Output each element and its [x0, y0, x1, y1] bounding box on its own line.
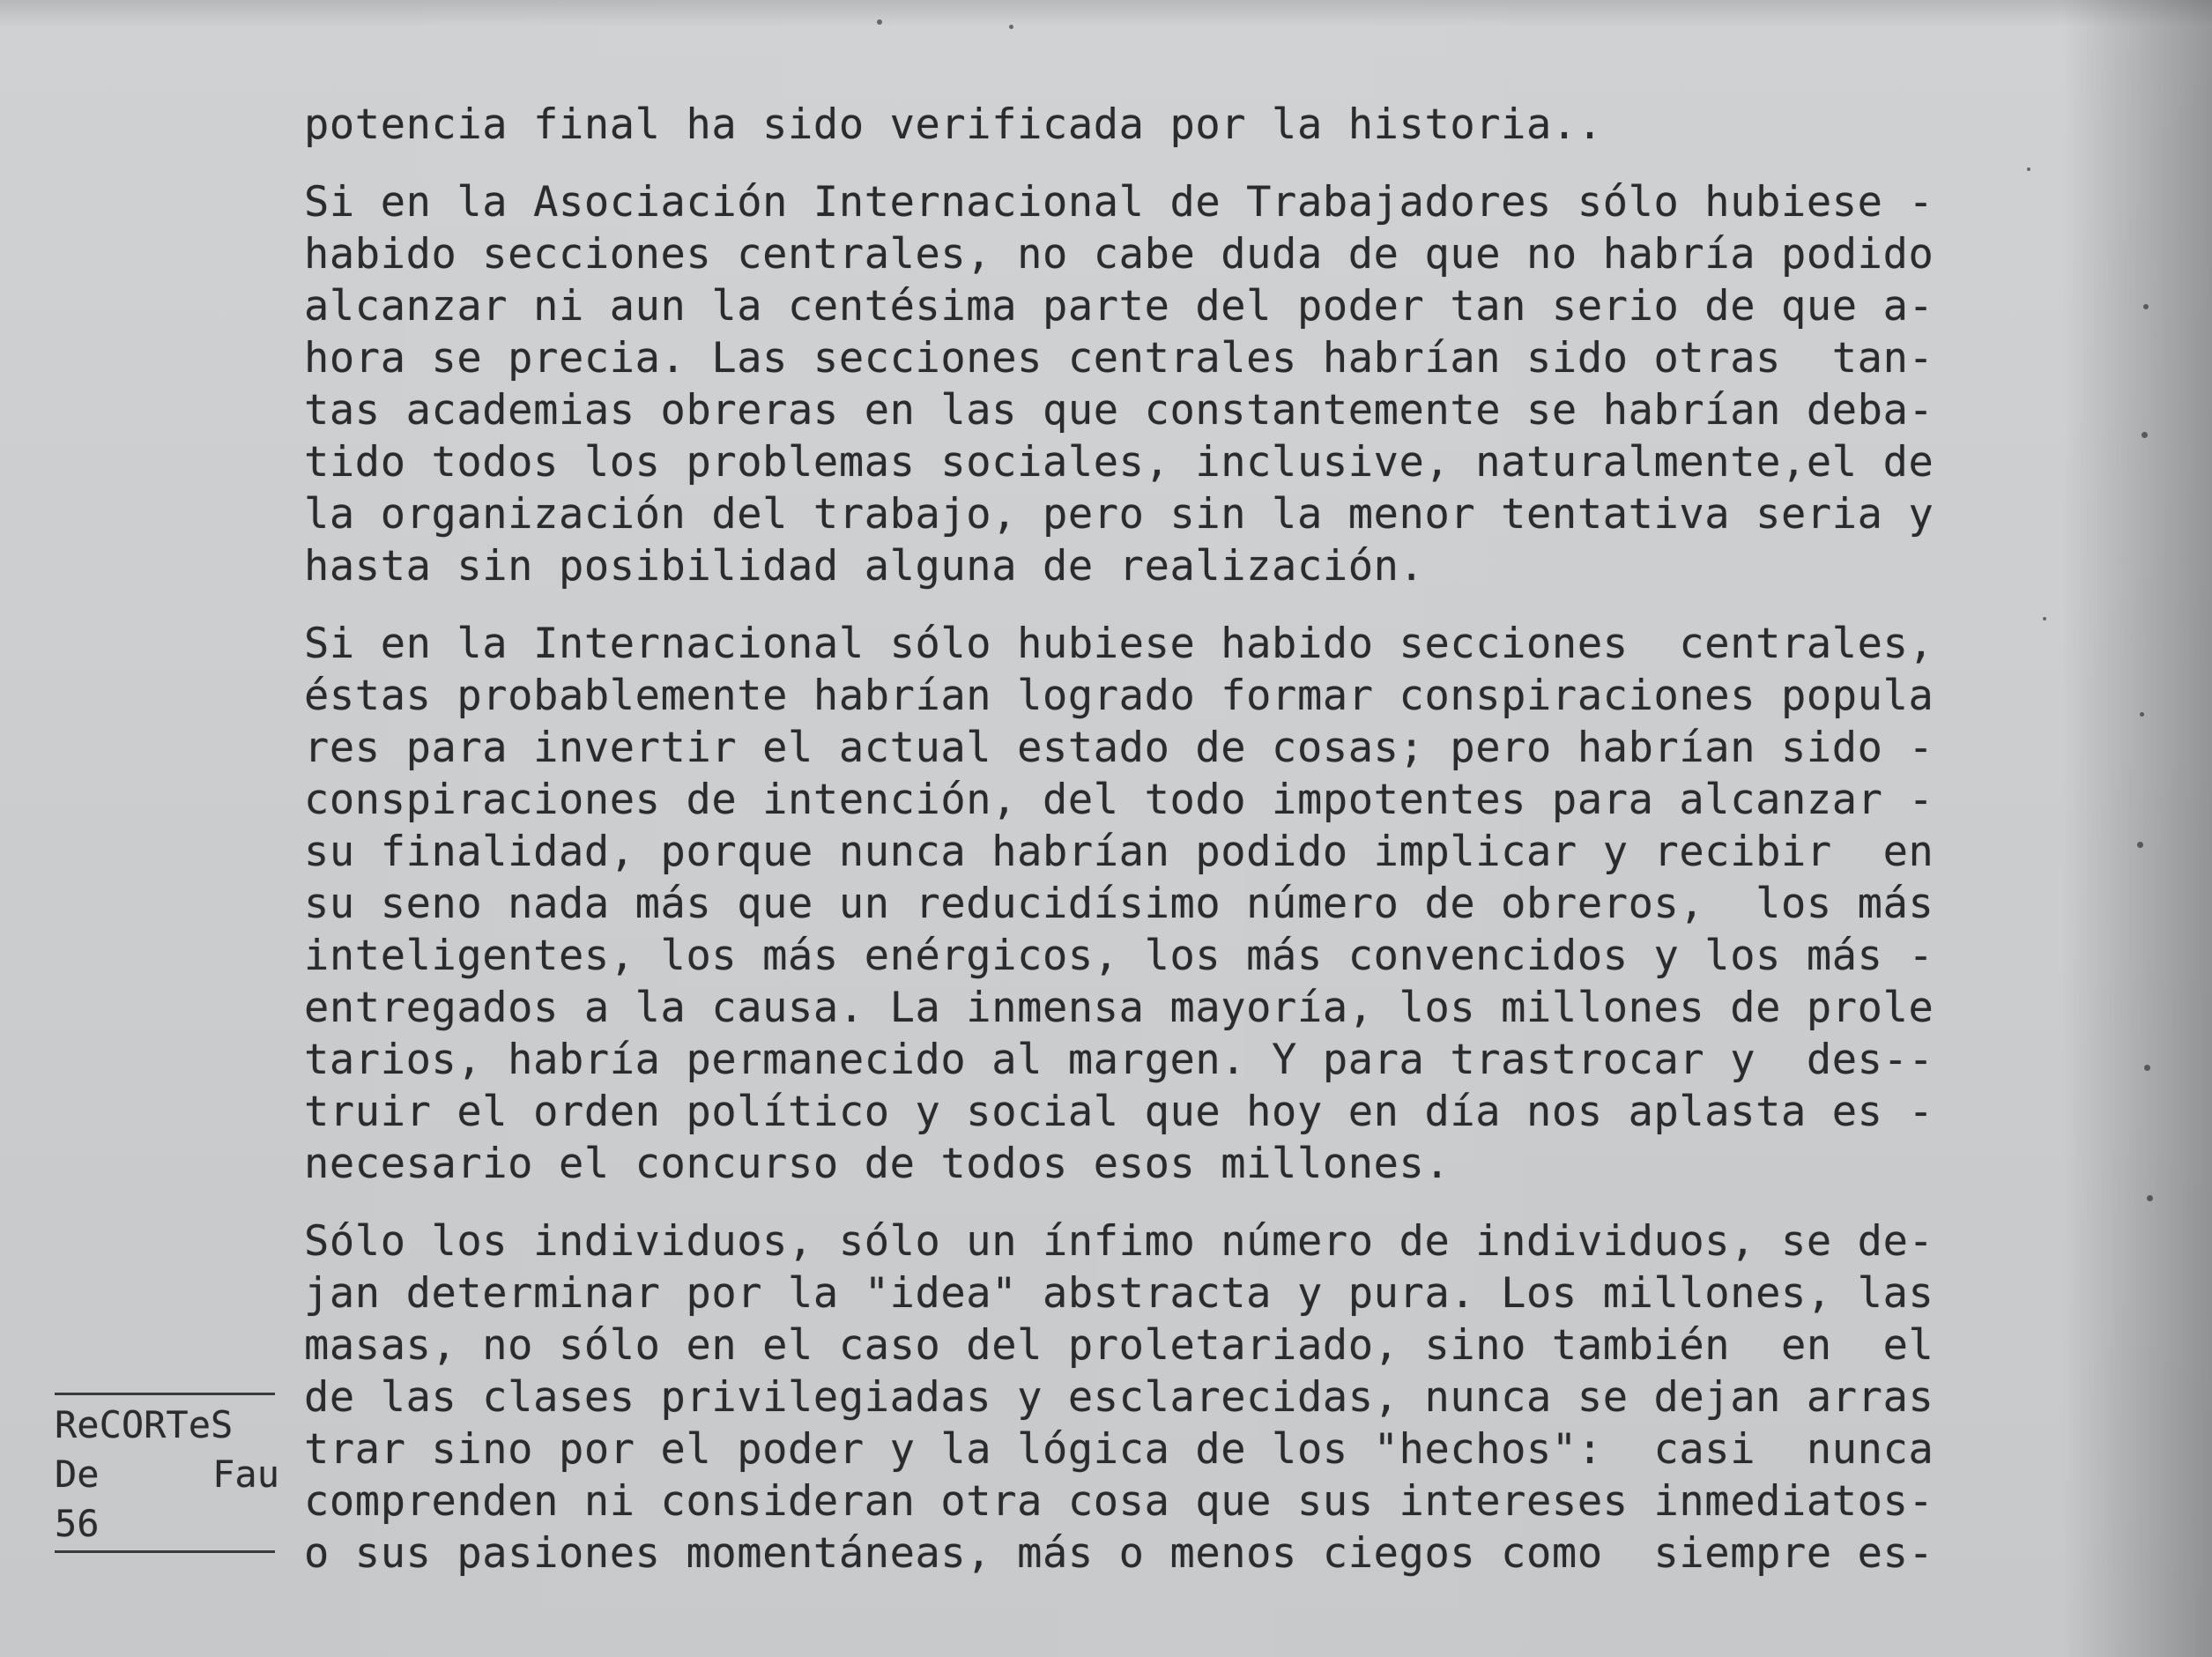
text-line: éstas probablemente habrían logrado formar conspiraciones popula — [304, 672, 1934, 720]
text-line: la organización del trabajo, pero sin la menor tentativa seria y — [304, 490, 1934, 539]
text-line: masas, no sólo en el caso del proletariado, sino también en el — [304, 1321, 1934, 1370]
text-line: potencia final ha sido verificada por la historia.. — [304, 100, 1603, 149]
paragraph-2 — [304, 176, 2075, 592]
text-line: o sus pasiones momentáneas, más o menos ciegos como siempre es- — [304, 1529, 1934, 1578]
dust-speck — [1009, 25, 1013, 29]
page-binding-shadow — [2062, 0, 2212, 1657]
text-line: Si en la Internacional sólo hubiese habido secciones centrales, — [304, 620, 1934, 668]
text-line: necesario el concurso de todos esos millones. — [304, 1140, 1451, 1188]
text-line: alcanzar ni aun la centésima parte del poder tan serio de que a- — [304, 282, 1934, 331]
stamp-line-1 — [55, 1401, 279, 1450]
text-line: su seno nada más que un reducidísimo número de obreros, los más — [304, 880, 1934, 928]
recortes-stamp — [55, 1393, 279, 1553]
text-line: entregados a la causa. La inmensa mayoría, los millones de prole — [304, 984, 1934, 1032]
text-line: trar sino por el poder y la lógica de los "hechos": casi nunca — [304, 1425, 1934, 1474]
stamp-title: ReCORTeS — [55, 1403, 234, 1446]
dust-speck — [2137, 842, 2143, 848]
stamp-top-rule — [55, 1393, 275, 1395]
text-line: Si en la Asociación Internacional de Trabajadores sólo hubiese - — [304, 178, 1934, 227]
text-line: su finalidad, porque nunca habrían podido implicar y recibir en — [304, 828, 1934, 876]
dust-speck — [2141, 432, 2148, 438]
dust-speck — [2140, 712, 2144, 717]
text-line: inteligentes, los más enérgicos, los más convencidos y los más - — [304, 932, 1934, 980]
stamp-bottom-rule — [55, 1550, 275, 1553]
text-line: de las clases privilegiadas y esclarecidas, nunca se dejan arras — [304, 1373, 1934, 1422]
text-line: jan determinar por la "idea" abstracta y pura. Los millones, las — [304, 1269, 1934, 1318]
dust-speck — [877, 19, 882, 25]
stamp-number: 56 — [55, 1502, 100, 1545]
stamp-fau: Fau — [212, 1453, 279, 1496]
text-line: habido secciones centrales, no cabe duda de que no habría podido — [304, 230, 1934, 279]
typewritten-text — [304, 99, 2075, 1605]
page-top-shadow — [0, 0, 2212, 26]
text-line: Sólo los individuos, sólo un ínfimo número de individuos, se de- — [304, 1217, 1934, 1266]
dust-speck — [2144, 1065, 2150, 1071]
text-line: tarios, habría permanecido al margen. Y para trastrocar y des-- — [304, 1036, 1934, 1084]
paragraph-3 — [304, 618, 2075, 1190]
stamp-de: De — [55, 1453, 100, 1496]
dust-speck — [2147, 1195, 2153, 1201]
paragraph-4 — [304, 1215, 2075, 1579]
text-line: truir el orden político y social que hoy en día nos aplasta es - — [304, 1088, 1934, 1136]
text-line: conspiraciones de intención, del todo impotentes para alcanzar - — [304, 776, 1934, 824]
text-line: res para invertir el actual estado de cosas; pero habrían sido - — [304, 724, 1934, 772]
paragraph-1 — [304, 99, 2075, 151]
stamp-line-2 — [55, 1450, 279, 1499]
text-line: tido todos los problemas sociales, inclusive, naturalmente,el de — [304, 438, 1934, 487]
stamp-line-3 — [55, 1499, 279, 1549]
dust-speck — [2143, 304, 2149, 309]
text-line: comprenden ni consideran otra cosa que sus intereses inmediatos- — [304, 1477, 1934, 1526]
text-line: tas academias obreras en las que constantemente se habrían deba- — [304, 386, 1934, 435]
text-line: hora se precia. Las secciones centrales habrían sido otras tan- — [304, 334, 1934, 383]
text-line: hasta sin posibilidad alguna de realización. — [304, 542, 1425, 591]
